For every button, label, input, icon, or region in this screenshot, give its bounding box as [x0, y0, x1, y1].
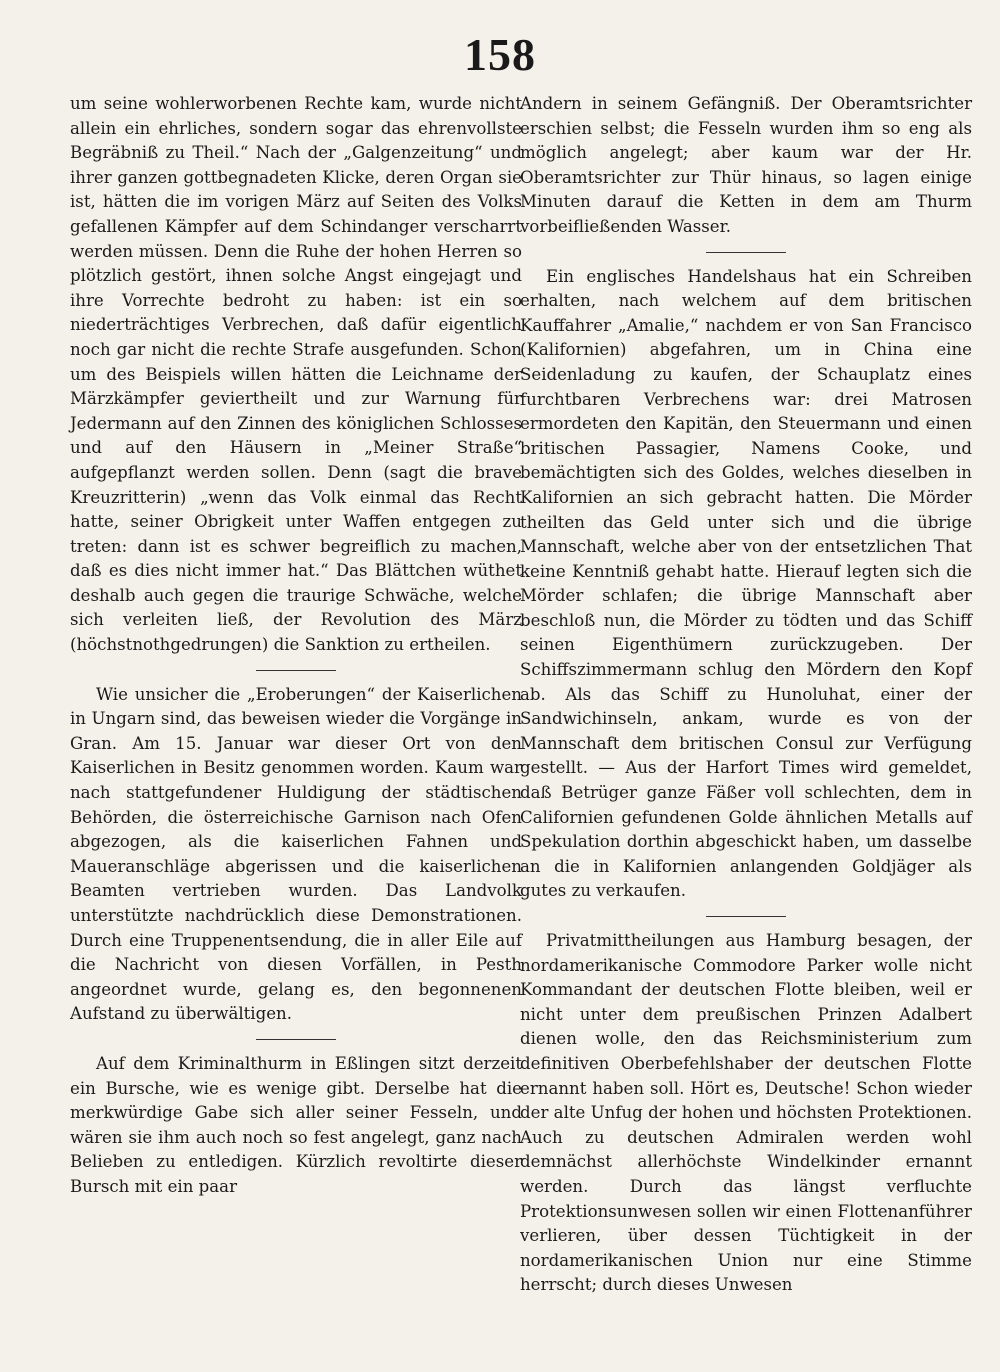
- article-paragraph: um seine wohlerworbenen Rechte kam, wurde nicht allein ein ehrliches, sondern sogar das ehrenvollste Begräbniß zu Theil.“ Nach der „Galgenzeitung“ und ihrer ganzen gottbegnadeten Klicke, deren Organ sie ist, hätten die im vorigen März auf Seiten des Volks gefallenen Kämpfer auf dem Schindanger verscharrt werden müssen. Denn die Ruhe der hohen Herren so plötzlich gestört, ihnen solche Angst eingejagt und ihre Vorrechte bedroht zu haben: ist ein so niederträchtiges Verbrechen, daß dafür eigentlich noch gar nicht die rechte Strafe ausgefunden. Schon um des Beispiels willen hätten die Leichname der Märzkämpfer geviertheilt und zur Warnung für Jedermann auf den Zinnen des königlichen Schlosses und auf den Häusern in „Meiner Straße“ aufgepflanzt werden sollen. Denn (sagt die brave Kreuzritterin) „wenn das Volk einmal das Recht hatte, seiner Obrigkeit unter Waffen entgegen zu treten: dann ist es schwer begreiflich zu machen, daß es dies nicht immer hat.“ Das Blättchen wüthet deshalb auch gegen die traurige Schwäche, welche sich verleiten ließ, der Revolution des März (höchstnothgedrungen) die Sanktion zu ertheilen.: [70, 94, 522, 655]
- section-divider: [706, 916, 786, 917]
- article-paragraph: Ein englisches Handelshaus hat ein Schreiben erhalten, nach welchem auf dem britischen Kauffahrer „Amalie,“ nachdem er von San Francisco (Kalifornien) abgefahren, um in China eine Seidenladung zu kaufen, der Schauplatz eines furchtbaren Verbrechens war: drei Matrosen ermordeten den Kapitän, den Steuermann und einen britischen Passagier, Namens Cooke, und bemächtigten sich des Goldes, welches dieselben in Kalifornien an sich gebracht hatten. Die Mörder theilten das Geld unter sich und die übrige Mannschaft, welche aber von der entsetzlichen That keine Kenntniß gehabt hatte. Hierauf legten sich die Mörder schlafen; die übrige Mannschaft aber beschloß nun, die Mörder zu tödten und das Schiff seinen Eigenthümern zurückzugeben. Der Schiffszimmermann schlug den Mördern den Kopf ab. Als das Schiff zu Hunoluhat, einer der Sandwichinseln, ankam, wurde es von der Mannschaft dem britischen Consul zur Verfügung gestellt. — Aus der Harfort Times wird gemeldet, daß Betrüger ganze Fäßer voll schlechten, dem in Californien gefundenen Golde ähnlichen Metalls auf Spekulation dorthin abgeschickt haben, um dasselbe an die in Kalifornien anlangenden Goldjäger als gutes zu verkaufen.: [520, 266, 972, 901]
- page-number: 158: [464, 29, 536, 80]
- right-column: [520, 92, 972, 1298]
- section-divider: [706, 252, 786, 253]
- section-divider: [256, 1039, 336, 1040]
- left-column: [70, 92, 522, 1200]
- article-paragraph: Andern in seinem Gefängniß. Der Oberamtsrichter erschien selbst; die Fesseln wurden ihm so eng als möglich angelegt; aber kaum war der Hr. Oberamtsrichter zur Thür hinaus, so lagen einige Minuten darauf die Ketten in dem am Thurm vorbeifließenden Wasser.: [520, 94, 972, 236]
- article-paragraph: Privatmittheilungen aus Hamburg besagen, der nordamerikanische Commodore Parker wolle nicht Kommandant der deutschen Flotte bleiben, weil er nicht unter dem preußischen Prinzen Adalbert dienen wolle, den das Reichsministerium zum definitiven Oberbefehlshaber der deutschen Flotte ernannt haben soll. Hört es, Deutsche! Schon wieder der alte Unfug der hohen und höchsten Protektionen. Auch zu deutschen Admiralen werden wohl demnächst allerhöchste Windelkinder ernannt werden. Durch das längst verfluchte Protektionsunwesen sollen wir einen Flottenanführer verlieren, über dessen Tüchtigkeit in der nordamerikanischen Union nur eine Stimme herrscht; durch dieses Unwesen: [520, 931, 972, 1295]
- article-paragraph: Auf dem Kriminalthurm in Eßlingen sitzt derzeit ein Bursche, wie es wenige gibt. Derselbe hat die merkwürdige Gabe sich aller seiner Fesseln, und wären sie ihm auch noch so fest angelegt, ganz nach Belieben zu entledigen. Kürzlich revoltirte dieser Bursch mit ein paar: [70, 1053, 522, 1196]
- section-divider: [256, 670, 336, 671]
- article-paragraph: Wie unsicher die „Eroberungen“ der Kaiserlichen in Ungarn sind, das beweisen wieder die Vorgänge in Gran. Am 15. Januar war dieser Ort von den Kaiserlichen in Besitz genommen worden. Kaum war nach stattgefundener Huldigung der städtischen Behörden, die österreichische Garnison nach Ofen abgezogen, als die kaiserlichen Fahnen und Maueranschläge abgerissen und die kaiserlichen Beamten vertrieben wurden. Das Landvolk unterstützte nachdrücklich diese Demonstrationen. Durch eine Truppenentsendung, die in aller Eile auf die Nachricht von diesen Vorfällen, in Pesth angeordnet wurde, gelang es, den begonnenen Aufstand zu überwältigen.: [70, 684, 522, 1024]
